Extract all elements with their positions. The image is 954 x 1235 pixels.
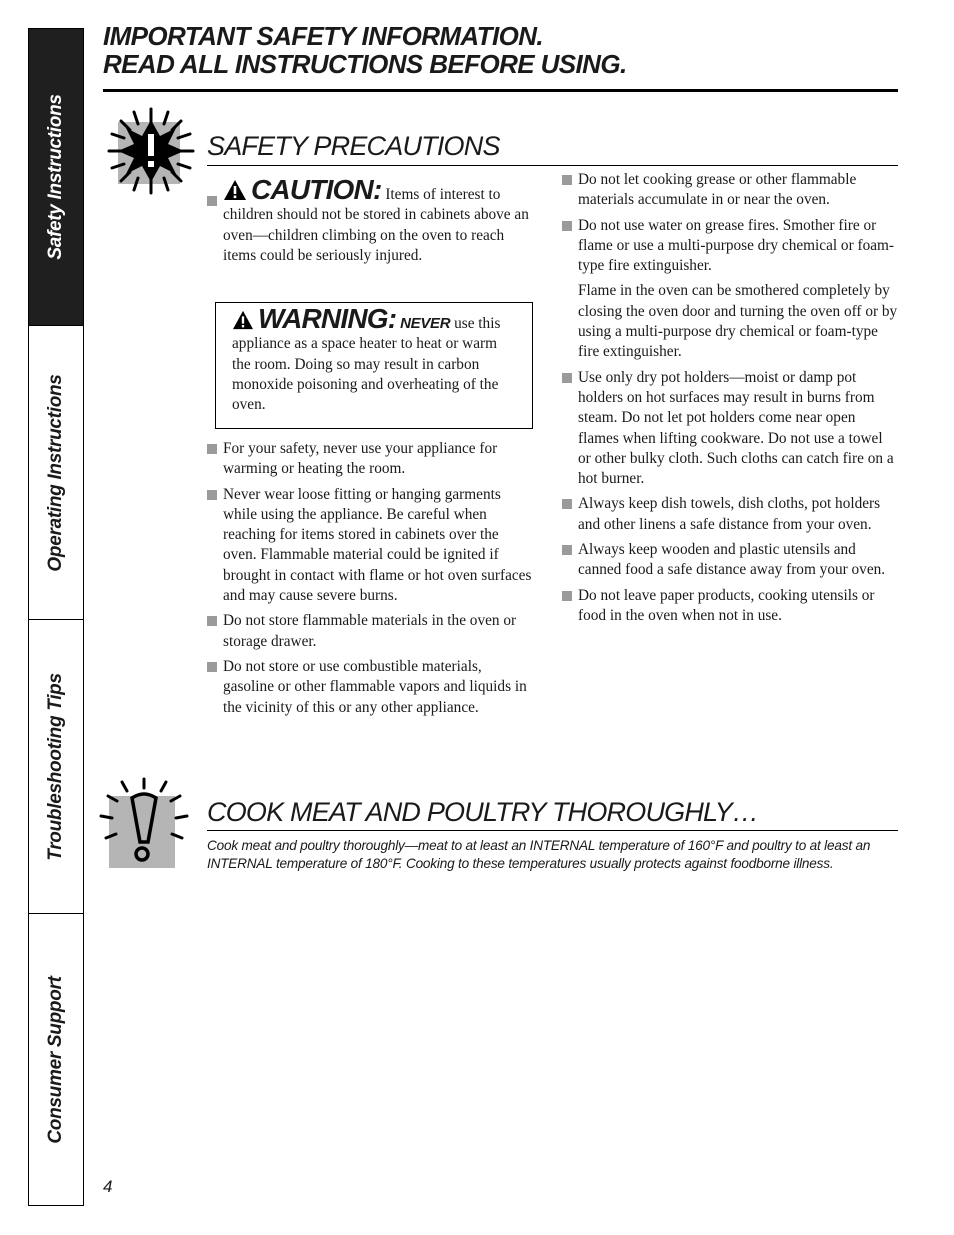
list-item (207, 485, 533, 607)
caution-block (207, 174, 533, 271)
square-bullet (207, 490, 217, 500)
exclamation-rays-icon (98, 776, 192, 872)
list-item (562, 368, 898, 490)
square-bullet (207, 196, 217, 206)
square-bullet (562, 221, 572, 231)
list-item (562, 494, 898, 535)
tab-troubleshooting-tips[interactable] (29, 619, 83, 913)
list-item-text: Do not store or use combustible materials, gasoline or other flammable vapors and liquids in the vicinity of this or any other appliance. (223, 657, 527, 716)
header-line-2: READ ALL INSTRUCTIONS BEFORE USING. (103, 49, 627, 79)
caution-label: CAUTION: (251, 174, 382, 205)
safety-precautions-title: SAFETY PRECAUTIONS (207, 131, 500, 161)
caution-text: Items of interest to children should not be stored in cabinets above an oven—children climbing on the oven to reach items could be seriously injured. (223, 186, 529, 264)
caution-item (207, 174, 533, 266)
tab-label: Consumer Support (45, 975, 66, 1144)
page-number: 4 (103, 1177, 113, 1196)
list-item (562, 170, 898, 211)
page-header (103, 22, 898, 78)
square-bullet (207, 662, 217, 672)
list-item-text: Always keep dish towels, dish cloths, pot holders and other linens a safe distance from your oven. (578, 495, 881, 533)
list-item-text: Always keep wooden and plastic utensils and canned food a safe distance away from your oven. (578, 541, 886, 579)
list-item-text: Use only dry pot holders—moist or damp pot holders on hot surfaces may result in burns from steam. Do not let pot holders come near open flames when lifting cookware. Do not use a towel or other bulky cloth. Such cloths can catch fire on a hot burner. (578, 368, 894, 488)
list-item-text: Do not leave paper products, cooking utensils or food in the oven when not in use. (578, 586, 875, 624)
cook-meat-text: Cook meat and poultry thoroughly—meat to at least an INTERNAL temperature of 160°F and poultry to at least an INTERNAL temperature of 180°F. Cooking to these temperatures usually protects against foodborne illness. (207, 838, 871, 871)
tab-operating-instructions[interactable] (29, 325, 83, 619)
list-item-text: For your safety, never use your appliance for warming or heating the room. (223, 440, 498, 478)
warning-triangle-icon (232, 310, 254, 330)
exclamation-burst-icon (106, 106, 196, 196)
side-tabs (28, 28, 84, 1206)
warning-box (215, 302, 533, 429)
list-item-text: Do not let cooking grease or other flammable materials accumulate in or near the oven. (578, 171, 857, 209)
tab-label: Safety Instructions (45, 94, 66, 260)
square-bullet (562, 175, 572, 185)
tab-label: Operating Instructions (45, 373, 66, 572)
warning-text: use this appliance as a space heater to heat or warm the room. Doing so may result in carbon monoxide poisoning and overheating of the oven. (232, 315, 501, 414)
section-rule (207, 165, 898, 166)
list-item (562, 216, 898, 277)
square-bullet (562, 591, 572, 601)
list-item (207, 611, 533, 652)
warning-triangle-icon (223, 179, 247, 201)
square-bullet (562, 545, 572, 555)
tab-consumer-support[interactable] (29, 913, 83, 1205)
warning-label: WARNING: (258, 303, 397, 334)
header-rule (103, 89, 898, 92)
list-item (207, 657, 533, 718)
list-item-text: Never wear loose fitting or hanging garments while using the appliance. Be careful when reaching for items stored in cabinets over the oven. Flammable material could be ignited if brought in contact with flame or hot oven surfaces and may cause severe burns. (223, 485, 532, 605)
square-bullet (562, 499, 572, 509)
list-item (207, 439, 533, 480)
tab-label: Troubleshooting Tips (45, 672, 66, 861)
header-line-1: IMPORTANT SAFETY INFORMATION. (103, 21, 543, 51)
list-item (562, 586, 898, 627)
list-continuation (562, 281, 898, 362)
warning-never: NEVER (400, 315, 451, 332)
left-precautions-list (207, 439, 533, 723)
right-precautions-list (562, 170, 898, 631)
tab-safety-instructions[interactable] (29, 29, 83, 325)
list-item-text: Flame in the oven can be smothered completely by closing the oven door and turning the oven off or by using a multi-purpose dry chemical or foam-type fire extinguisher. (578, 282, 898, 361)
square-bullet (207, 616, 217, 626)
square-bullet (207, 444, 217, 454)
cook-meat-title: COOK MEAT AND POULTRY THOROUGHLY… (207, 797, 759, 827)
section-rule (207, 830, 898, 831)
list-item-text: Do not store flammable materials in the oven or storage drawer. (223, 612, 517, 650)
list-item-text: Do not use water on grease fires. Smother fire or flame or use a multi-purpose dry chemical or foam-type fire extinguisher. (578, 216, 895, 275)
list-item (562, 540, 898, 581)
square-bullet (562, 373, 572, 383)
